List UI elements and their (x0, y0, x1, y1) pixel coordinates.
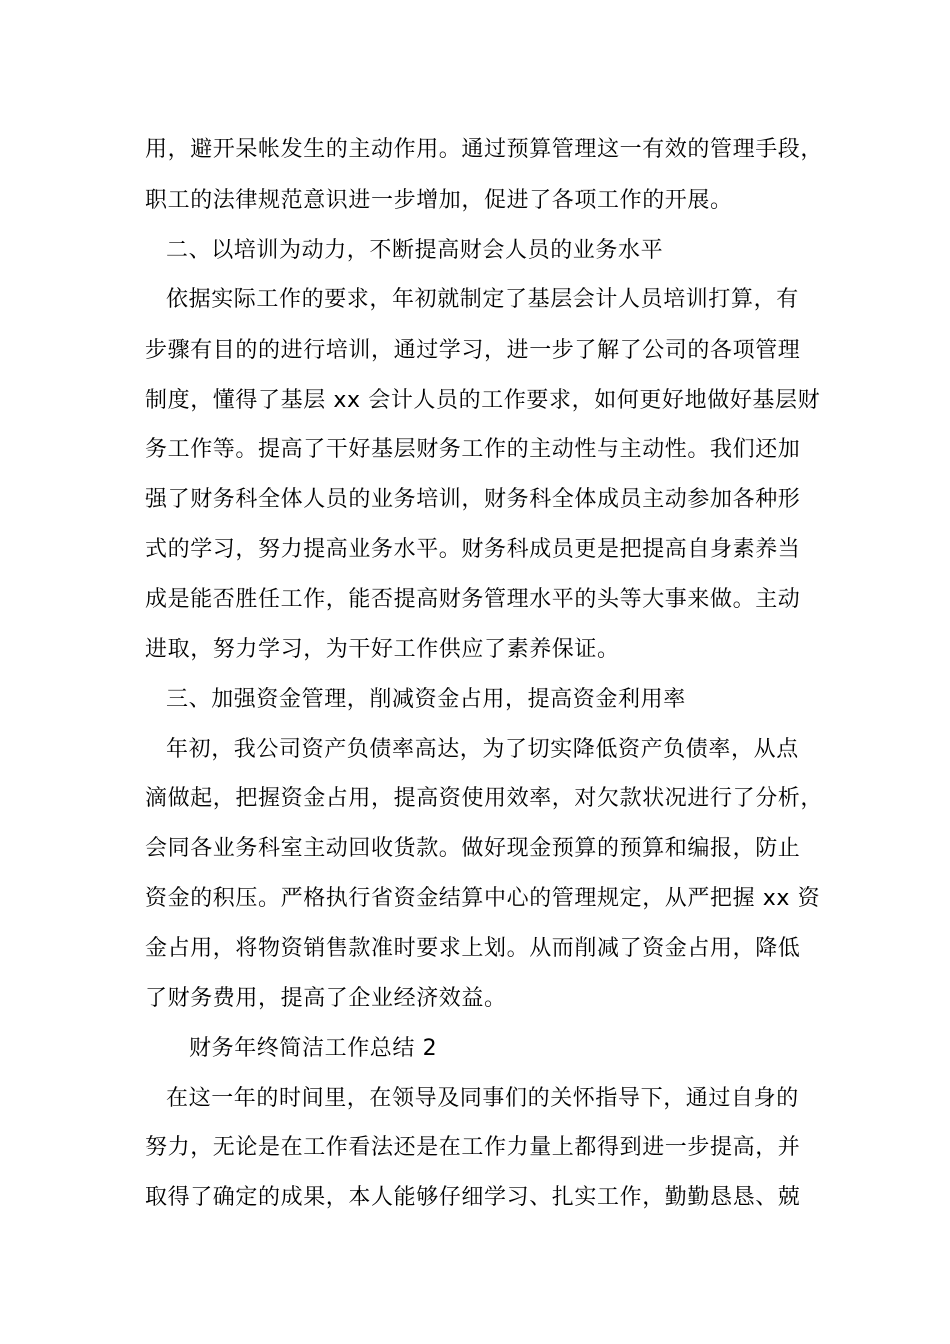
paragraph-line: 制度，懂得了基层 xx 会计人员的工作要求，如何更好地做好基层财 (145, 388, 821, 413)
paragraph-line: 会同各业务科室主动回收货款。做好现金预算的预算和编报，防止 (145, 836, 801, 861)
paragraph-line: 努力，无论是在工作看法还是在工作力量上都得到进一步提高，并 (145, 1135, 801, 1160)
paragraph-line: 滴做起，把握资金占用，提高资使用效率，对欠款状况进行了分析， (145, 786, 824, 811)
section-heading: 三、加强资金管理，削减资金占用，提高资金利用率 (166, 687, 686, 712)
paragraph-line: 年初，我公司资产负债率高达，为了切实降低资产负债率，从点 (166, 737, 799, 762)
section-heading: 二、以培训为动力，不断提高财会人员的业务水平 (166, 238, 664, 263)
paragraph-line: 步骤有目的的进行培训，通过学习，进一步了解了公司的各项管理 (145, 338, 801, 363)
paragraph-line: 资金的积压。严格执行省资金结算中心的管理规定，从严把握 xx 资 (145, 886, 821, 911)
paragraph-line: 取得了确定的成果，本人能够仔细学习、扎实工作，勤勤恳恳、兢 (145, 1185, 801, 1210)
document-subtitle: 财务年终简洁工作总结 2 (189, 1036, 438, 1061)
paragraph-line: 务工作等。提高了干好基层财务工作的主动性与主动性。我们还加 (145, 437, 801, 462)
paragraph-line: 用，避开呆帐发生的主动作用。通过预算管理这一有效的管理手段， (145, 137, 824, 162)
paragraph-line: 进取，努力学习，为干好工作供应了素养保证。 (145, 637, 620, 662)
paragraph-line: 强了财务科全体人员的业务培训，财务科全体成员主动参加各种形 (145, 487, 801, 512)
paragraph-line: 职工的法律规范意识进一步增加，促进了各项工作的开展。 (145, 188, 733, 213)
paragraph-line: 依据实际工作的要求，年初就制定了基层会计人员培训打算，有 (166, 287, 799, 312)
paragraph-line: 在这一年的时间里，在领导及同事们的关怀指导下，通过自身的 (166, 1086, 799, 1111)
paragraph-line: 金占用，将物资销售款准时要求上划。从而削减了资金占用，降低 (145, 936, 801, 961)
paragraph-line: 式的学习，努力提高业务水平。财务科成员更是把提高自身素养当 (145, 537, 801, 562)
paragraph-line: 成是能否胜任工作，能否提高财务管理水平的头等大事来做。主动 (145, 587, 801, 612)
paragraph-line: 了财务费用，提高了企业经济效益。 (145, 986, 507, 1011)
